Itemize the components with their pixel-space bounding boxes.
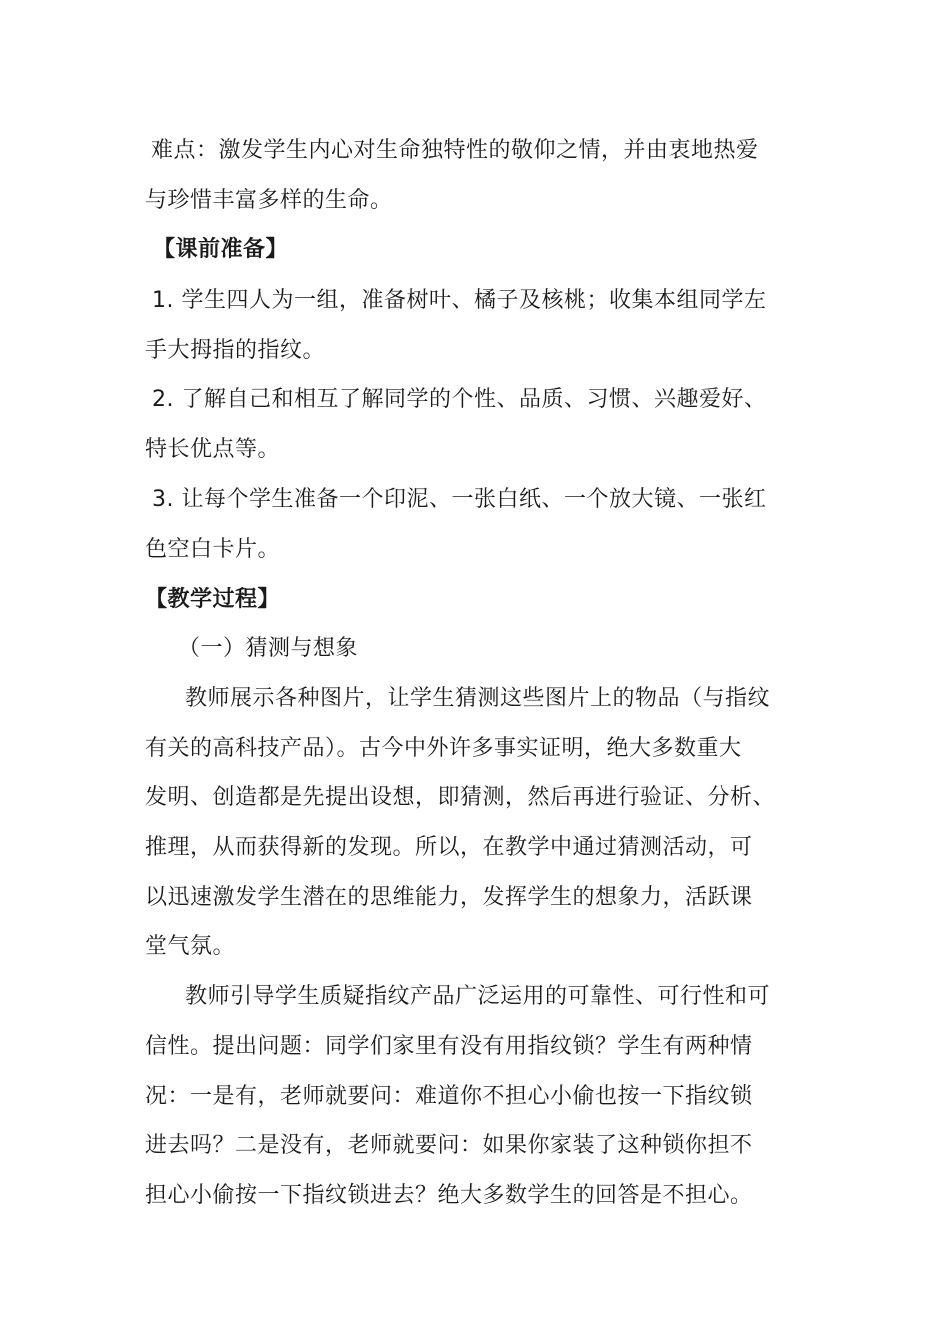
section-one-title: （一）猜测与想象	[178, 636, 359, 661]
paragraph2-line-2: 信性。提出问题：同学们家里有没有用指纹锁？学生有两种情	[145, 1034, 753, 1059]
paragraph1-line-3: 发明、创造都是先提出设想，即猜测，然后再进行验证、分析、	[145, 785, 776, 810]
prep-item-1-line-1: 1. 学生四人为一组，准备树叶、橘子及核桃；收集本组同学左	[152, 288, 767, 313]
paragraph1-line-6: 堂气氛。	[145, 934, 236, 959]
paragraph1-line-5: 以迅速激发学生潜在的思维能力，发挥学生的想象力，活跃课	[145, 885, 753, 910]
prep-item-3-line-1: 3. 让每个学生准备一个印泥、一张白纸、一个放大镜、一张红	[152, 487, 767, 512]
prep-item-2-line-2: 特长优点等。	[145, 437, 281, 462]
paragraph2-line-3: 况：一是有，老师就要问：难道你不担心小偷也按一下指纹锁	[145, 1084, 753, 1109]
difficulty-line-1: 难点：激发学生内心对生命独特性的敬仰之情，并由衷地热爱	[151, 138, 759, 163]
prep-heading: 【课前准备】	[153, 237, 289, 262]
prep-item-3-line-2: 色空白卡片。	[145, 537, 281, 562]
difficulty-line-2: 与珍惜丰富多样的生命。	[145, 188, 393, 213]
paragraph1-line-4: 推理，从而获得新的发现。所以，在教学中通过猜测活动，可	[145, 835, 753, 860]
prep-item-1-line-2: 手大拇指的指纹。	[145, 338, 326, 363]
paragraph1-line-1: 教师展示各种图片，让学生猜测这些图片上的物品（与指纹	[185, 686, 771, 711]
prep-item-2-line-1: 2. 了解自己和相互了解同学的个性、品质、习惯、兴趣爱好、	[152, 387, 767, 412]
paragraph2-line-5: 担心小偷按一下指纹锁进去？绝大多数学生的回答是不担心。	[145, 1183, 753, 1208]
paragraph2-line-1: 教师引导学生质疑指纹产品广泛运用的可靠性、可行性和可	[185, 984, 771, 1009]
paragraph2-line-4: 进去吗？二是没有，老师就要问：如果你家装了这种锁你担不	[145, 1133, 753, 1158]
paragraph1-line-2: 有关的高科技产品）。古今中外许多事实证明，绝大多数重大	[145, 736, 742, 761]
process-heading: 【教学过程】	[145, 587, 281, 612]
